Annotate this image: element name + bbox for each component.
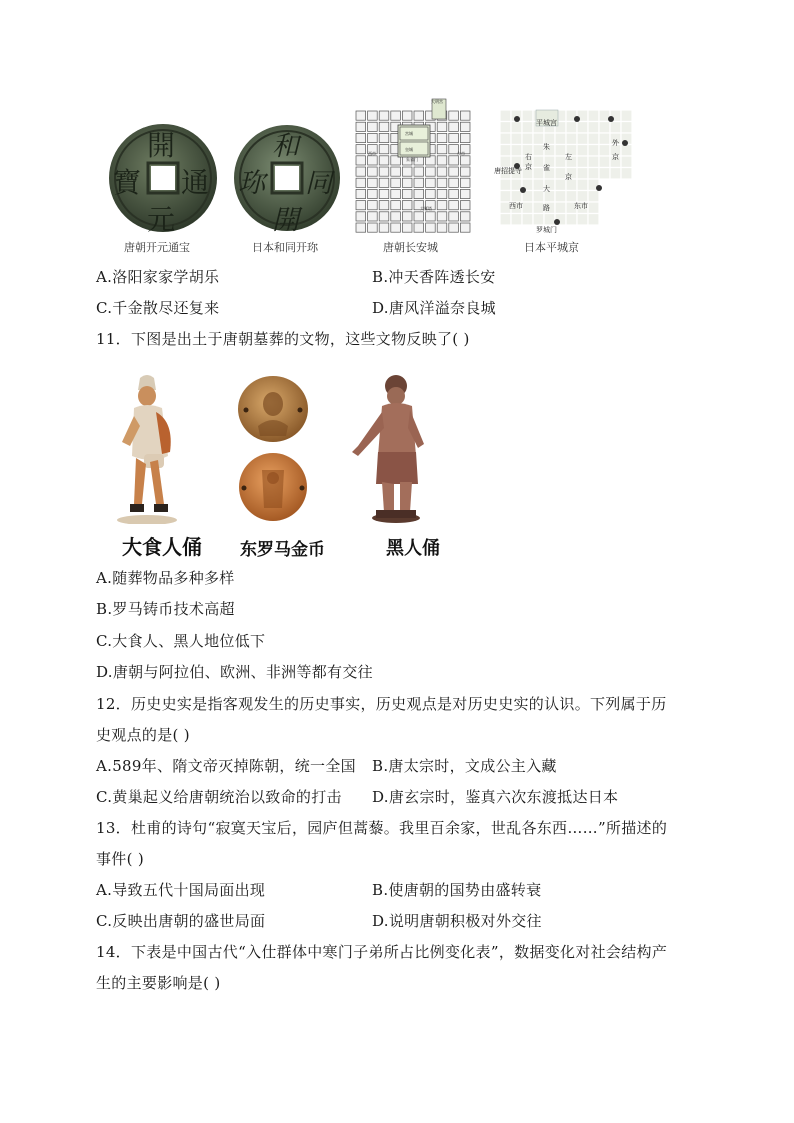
heijo-label-palace: 平城宫: [536, 119, 557, 127]
arab-figurine-image: [112, 372, 182, 524]
q10-option-a[interactable]: A.洛阳家家学胡乐: [96, 268, 220, 286]
q10-option-d[interactable]: D.唐风洋溢奈良城: [372, 299, 496, 317]
coin-wado-left-char: 珎: [238, 168, 265, 199]
caption-arab-figurine: 大食人俑: [122, 535, 202, 559]
caption-heijokyo: 日本平城京: [524, 241, 579, 254]
q13-stem-line1: 13．杜甫的诗句“寂寞天宝后，园庐但蒿藜。我里百余家，世乱各东西……”所描述的: [96, 819, 668, 837]
q10-option-b[interactable]: B.冲天香阵透长安: [372, 268, 496, 286]
changan-label-daminggong: 大明宫: [431, 99, 443, 104]
coin-wado-top-char: 和: [272, 131, 299, 162]
heijo-label-jing-right: 京: [525, 163, 532, 171]
q11-option-c[interactable]: C.大食人、黑人地位低下: [96, 632, 266, 650]
q10-option-c[interactable]: C.千金散尽还复来: [96, 299, 220, 317]
heijo-label-you: 右: [525, 153, 532, 161]
q13-option-b[interactable]: B.使唐朝的国势由盛转衰: [372, 881, 542, 899]
caption-kaiyuan-coin: 唐朝开元通宝: [124, 241, 190, 254]
coin-kaiyuan-top-char: 開: [147, 129, 176, 162]
q11-option-b[interactable]: B.罗马铸币技术高超: [96, 600, 235, 618]
q13-stem-line2: 事件( ): [96, 850, 144, 868]
q13-option-c[interactable]: C.反映出唐朝的盛世局面: [96, 912, 266, 930]
q12-stem-line1: 12．历史史实是指客观发生的历史事实，历史观点是对历史史实的认识。下列属于历: [96, 695, 667, 713]
changan-label-gongcheng: 宫城: [405, 131, 413, 136]
caption-byzantine-coin: 东罗马金币: [240, 540, 325, 560]
coin-kaiyuan-left-char: 寶: [113, 166, 142, 199]
caption-black-figurine: 黑人俑: [386, 538, 440, 559]
heijo-label-jing-outer: 京: [612, 153, 619, 161]
coin-wado-right-char: 同: [305, 168, 332, 199]
changan-label-huangcheng: 皇城: [405, 147, 413, 152]
caption-changan: 唐朝长安城: [383, 241, 438, 254]
heijo-label-east-market: 东市: [574, 202, 588, 210]
heijo-label-da: 大: [543, 185, 550, 193]
q12-stem-line2: 史观点的是( ): [96, 726, 190, 744]
coin-wado-bottom-char: 開: [272, 205, 299, 236]
coin-kaiyuan-bottom-char: 元: [147, 203, 176, 236]
heijo-label-que: 雀: [543, 164, 550, 172]
caption-wado-coin: 日本和同开珎: [252, 241, 318, 254]
q13-option-d[interactable]: D.说明唐朝积极对外交往: [372, 912, 542, 930]
heijo-label-zuo: 左: [565, 153, 572, 161]
heijo-label-wai: 外: [612, 139, 619, 147]
q12-option-a[interactable]: A.589年、隋文帝灭掉陈朝，统一全国: [96, 757, 356, 775]
q11-option-a[interactable]: A.随葬物品多种多样: [96, 569, 235, 587]
heijo-label-jing-left: 京: [565, 173, 572, 181]
changan-label-dayanta: 大雁塔: [420, 206, 432, 211]
q13-option-a[interactable]: A.导致五代十国局面出现: [96, 881, 266, 899]
heijo-label-luocheng: 罗城门: [536, 226, 557, 234]
coin-kaiyuan-right-char: 通: [181, 166, 210, 199]
q12-option-d[interactable]: D.唐玄宗时，鉴真六次东渡抵达日本: [372, 788, 619, 806]
changan-label-zhuquemen: 朱雀门: [406, 157, 418, 162]
q12-option-c[interactable]: C.黄巢起义给唐朝统治以致命的打击: [96, 788, 342, 806]
q11-option-d[interactable]: D.唐朝与阿拉伯、欧洲、非洲等都有交往: [96, 663, 373, 681]
changan-city-map: [352, 97, 478, 237]
changan-label-xishi: 西市: [368, 151, 376, 156]
heijo-label-zhu: 朱: [543, 143, 550, 151]
byzantine-gold-coins-image: [236, 374, 310, 524]
black-figurine-image: [346, 372, 432, 524]
heijo-label-tang: 唐招提寺: [494, 167, 522, 175]
q12-option-b[interactable]: B.唐太宗时，文成公主入藏: [372, 757, 557, 775]
q14-stem-line2: 生的主要影响是( ): [96, 974, 221, 992]
heijo-label-west-market: 西市: [509, 202, 523, 210]
changan-label-dongshi: 东市: [457, 151, 465, 156]
q14-stem-line1: 14．下表是中国古代“入仕群体中寒门子弟所占比例变化表”，数据变化对社会结构产: [96, 943, 668, 961]
heijo-label-lu: 路: [543, 204, 550, 212]
q11-stem: 11．下图是出土于唐朝墓葬的文物，这些文物反映了( ): [96, 330, 470, 348]
